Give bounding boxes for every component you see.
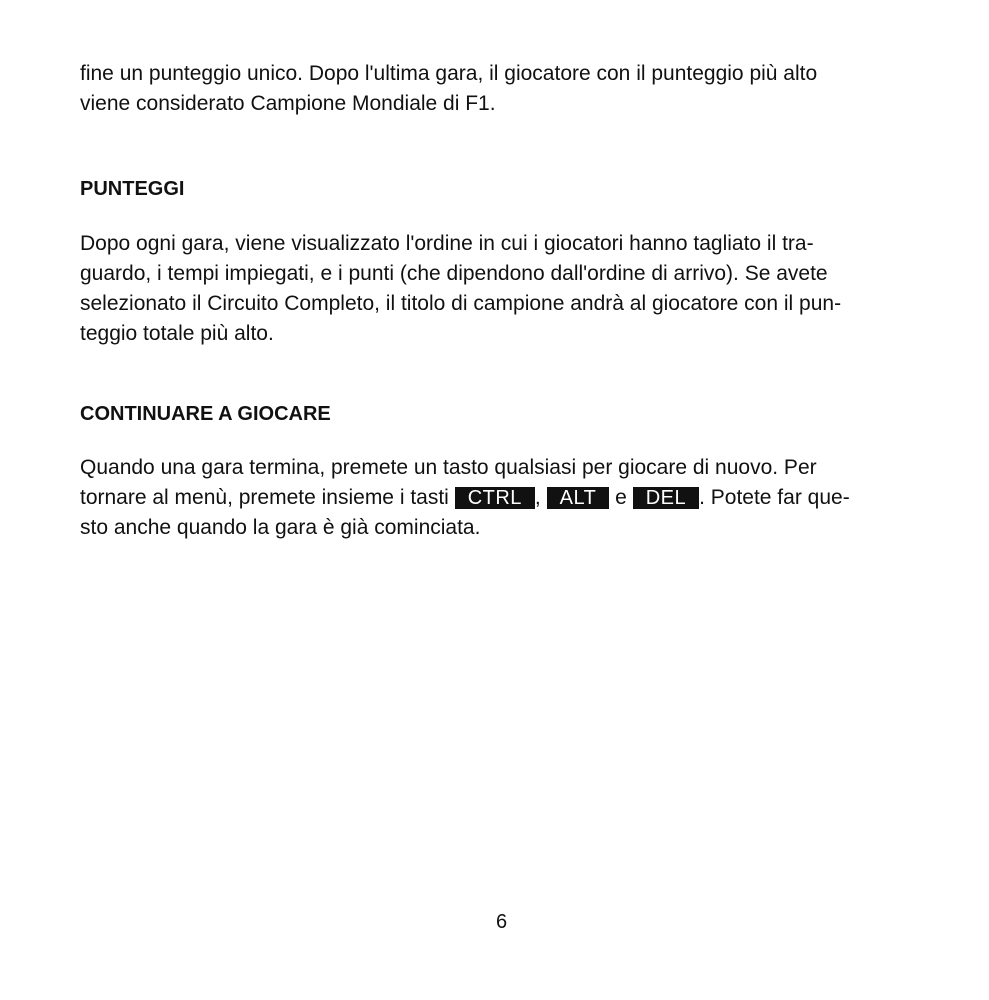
key-alt-label: ALT xyxy=(547,487,610,509)
punteggi-line-1: Dopo ogni gara, viene visualizzato l'ordine in cui i giocatori hanno tagliato il tra- xyxy=(80,232,814,255)
continuare-line-1: Quando una gara termina, premete un tasto qualsiasi per giocare di nuovo. Per xyxy=(80,456,817,479)
section-heading-continuare: CONTINUARE A GIOCARE xyxy=(80,403,331,425)
continuare-line-3: sto anche quando la gara è già cominciata. xyxy=(80,516,481,539)
continuare-line-2 xyxy=(80,486,850,510)
intro-line-2: viene considerato Campione Mondiale di F1. xyxy=(80,92,496,115)
and-separator: e xyxy=(615,486,627,509)
continuare-line-2-text: tornare al menù, premete insieme i tasti xyxy=(80,486,449,509)
continuare-line-2-tail: . Potete far que- xyxy=(699,486,850,509)
comma-separator: , xyxy=(534,486,541,509)
section-heading-punteggi: PUNTEGGI xyxy=(80,178,185,200)
key-del-label: DEL xyxy=(633,487,699,509)
punteggi-line-4: teggio totale più alto. xyxy=(80,322,274,345)
punteggi-line-2: guardo, i tempi impiegati, e i punti (che dipendono dall'ordine di arrivo). Se avete xyxy=(80,262,828,285)
page-number: 6 xyxy=(496,911,508,933)
intro-line-1: fine un punteggio unico. Dopo l'ultima gara, il giocatore con il punteggio più alto xyxy=(80,62,818,85)
key-ctrl-label: CTRL xyxy=(455,487,535,509)
punteggi-line-3: selezionato il Circuito Completo, il titolo di campione andrà al giocatore con il pun- xyxy=(80,292,842,315)
